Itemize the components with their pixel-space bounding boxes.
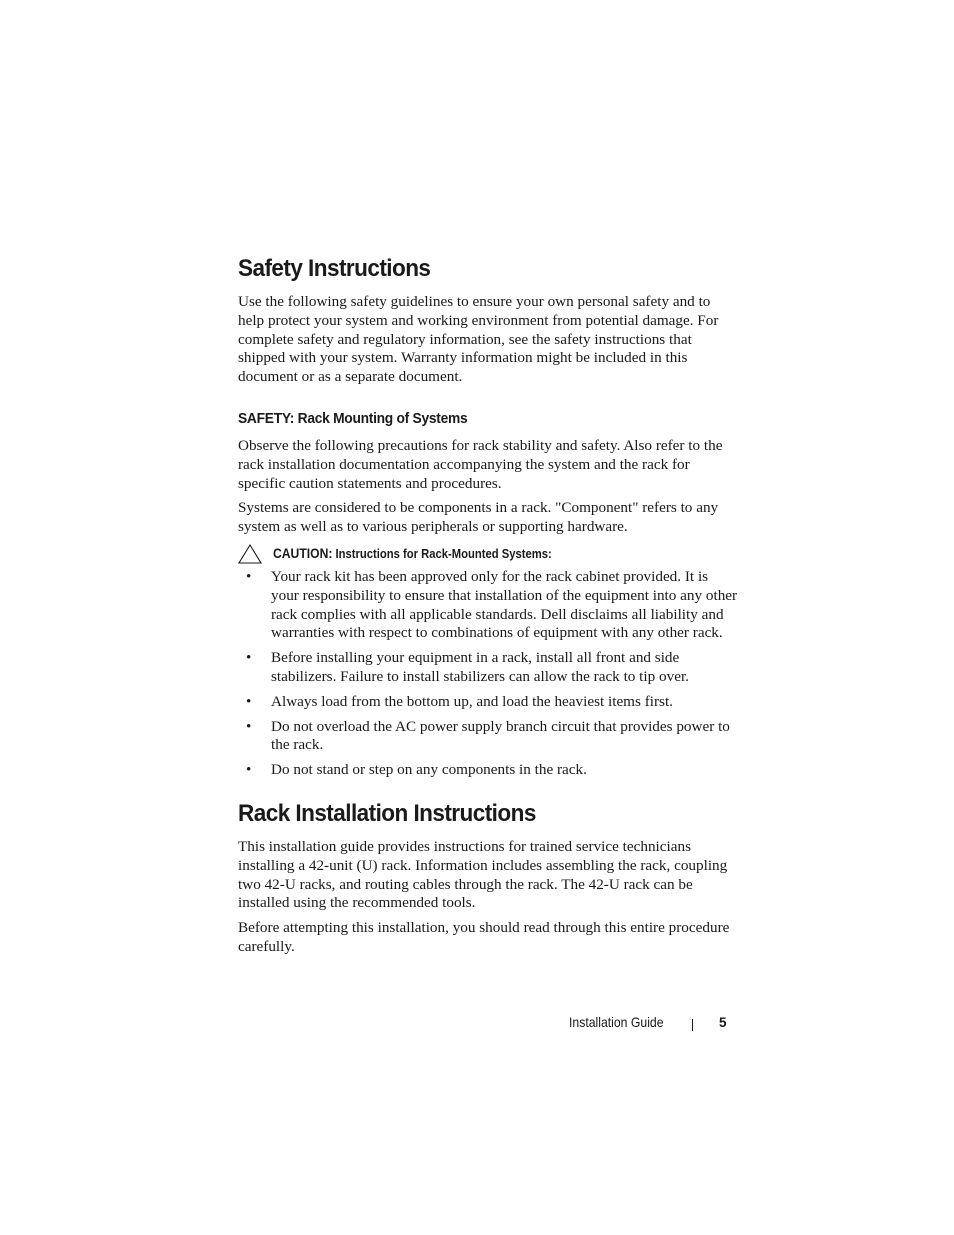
safety-bullet-list: [238, 568, 738, 780]
section-title-rack-installation: Rack Installation Instructions: [238, 799, 536, 827]
footer-divider: [692, 1019, 693, 1031]
safety-subheading: SAFETY: Rack Mounting of Systems: [238, 409, 468, 427]
page-content: [238, 252, 738, 957]
page-number: 5: [719, 1015, 727, 1030]
caution-text: [273, 546, 552, 561]
bullet-text: Do not stand or step on any components in the rack.: [271, 761, 587, 779]
warning-triangle-icon: [238, 544, 262, 564]
caution-description: Instructions for Rack-Mounted Systems:: [332, 547, 552, 562]
list-item: [238, 718, 738, 756]
component-definition-paragraph: Systems are considered to be components in a rack. "Component" refers to any system as well as to various peripherals or supporting hardware.: [238, 499, 719, 536]
bullet-marker: •: [246, 717, 252, 735]
bullet-text: Always load from the bottom up, and load the heaviest items first.: [271, 692, 673, 710]
bullet-marker: •: [246, 567, 252, 585]
footer-document-title: Installation Guide: [569, 1015, 664, 1030]
bullet-marker: •: [246, 761, 252, 779]
list-item: [238, 761, 738, 780]
caution-label: CAUTION:: [273, 546, 333, 562]
list-item: [238, 649, 738, 687]
section-title-safety: Safety Instructions: [238, 255, 431, 282]
rack-stability-paragraph: Observe the following precautions for rack stability and safety. Also refer to the rack installation documentation accompanying the system and the rack for specific caution statements and procedures.: [238, 436, 723, 492]
bullet-marker: •: [246, 649, 252, 667]
bullet-text: Before installing your equipment in a rack, install all front and side stabilizers. Failure to install stabilizers can allow the rack to tip over.: [271, 649, 689, 685]
caution-notice: [238, 544, 738, 564]
list-item: [238, 568, 738, 643]
safety-intro-paragraph: Use the following safety guidelines to ensure your own personal safety and to help protect your system and working environment from potential damage. For complete safety and regulatory information, see the safety instructions that shipped with your system. Warranty information might be included in this document or as a separate document.: [238, 293, 719, 386]
rack-intro-paragraph: This installation guide provides instructions for trained service technicians installing a 42-unit (U) rack. Information includes assembling the rack, coupling two 42-U racks, and routing cables through the rack. The 42-U rack can be installed using the recommended tools.: [238, 837, 728, 912]
rack-read-procedure-paragraph: Before attempting this installation, you should read through this entire procedure carefully.: [238, 919, 730, 955]
bullet-text: Your rack kit has been approved only for the rack cabinet provided. It is your responsibility to ensure that installation of the equipment into any other rack complies with all applicable standards. Dell disclaims all liability and warranties with respect to combinations of equipment with any other rack.: [271, 567, 738, 642]
list-item: [238, 693, 738, 712]
page-footer: [0, 1013, 954, 1035]
bullet-text: Do not overload the AC power supply branch circuit that provides power to the rack.: [271, 717, 730, 754]
bullet-marker: •: [246, 692, 252, 710]
